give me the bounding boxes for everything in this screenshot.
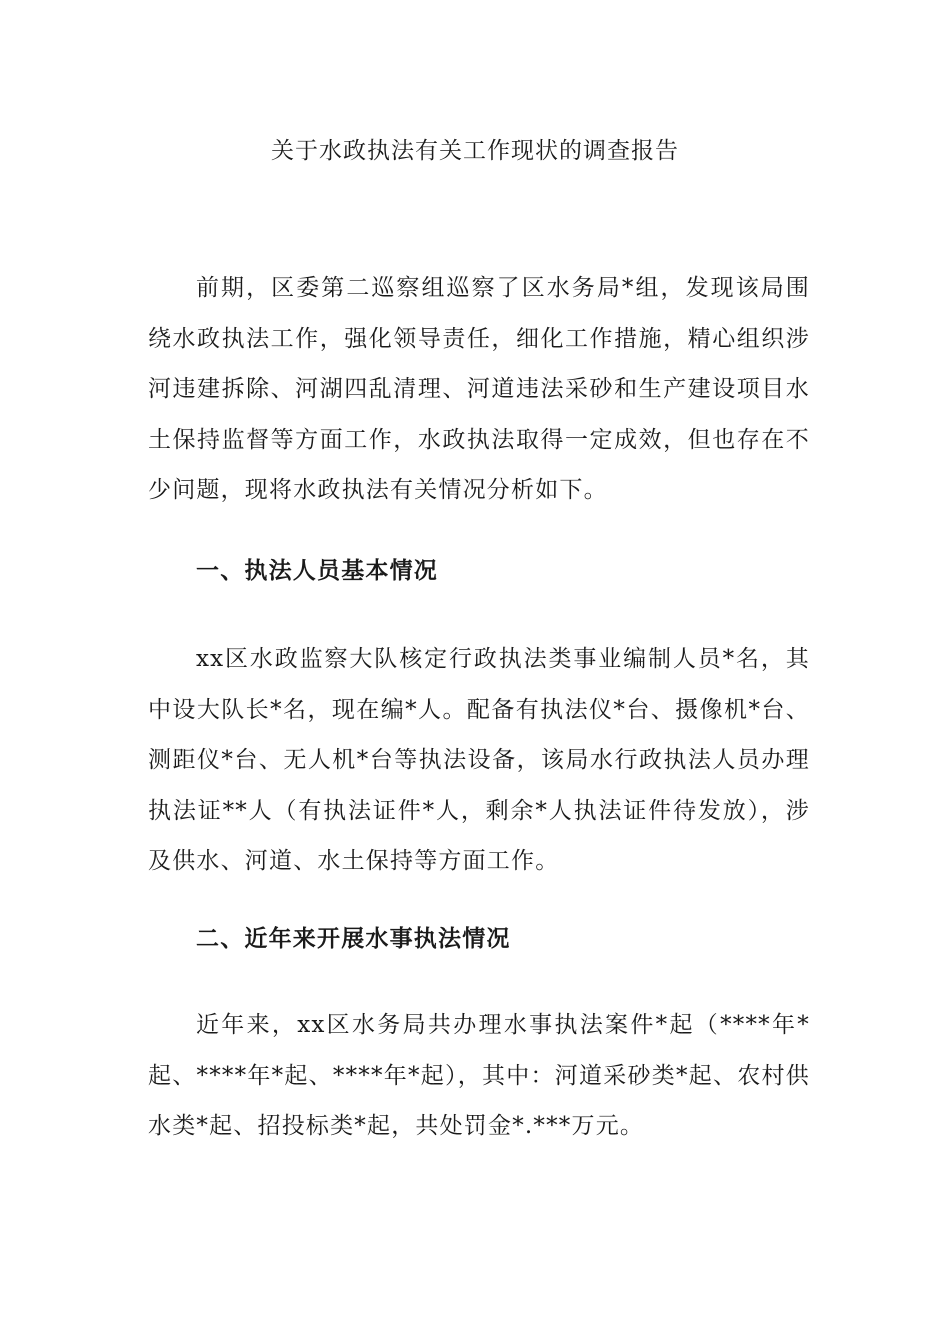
section-heading-1: 一、执法人员基本情况 — [196, 557, 438, 584]
document-title: 关于水政执法有关工作现状的调查报告 — [271, 138, 679, 164]
section-paragraph-2: 近年来，xx区水务局共办理水事执法案件*起（****年*起、****年*起、****年*起），其中：河道采砂类*起、农村供水类*起、招投标类*起，共处罚金*.***万元。 — [148, 1012, 810, 1139]
intro-paragraph: 前期，区委第二巡察组巡察了区水务局*组，发现该局围绕水政执法工作，强化领导责任，细化工作措施，精心组织涉河违建拆除、河湖四乱清理、河道违法采砂和生产建设项目水土保持监督等方面工作，水政执法取得一定成效，但也存在不少问题，现将水政执法有关情况分析如下。 — [148, 275, 810, 503]
section-paragraph-1: xx区水政监察大队核定行政执法类事业编制人员*名，其中设大队长*名，现在编*人。配备有执法仪*台、摄像机*台、测距仪*台、无人机*台等执法设备，该局水行政执法人员办理执法证**人（有执法证件*人，剩余*人执法证件待发放），涉及供水、河道、水土保持等方面工作。 — [148, 646, 810, 874]
section-heading-2: 二、近年来开展水事执法情况 — [196, 925, 511, 952]
